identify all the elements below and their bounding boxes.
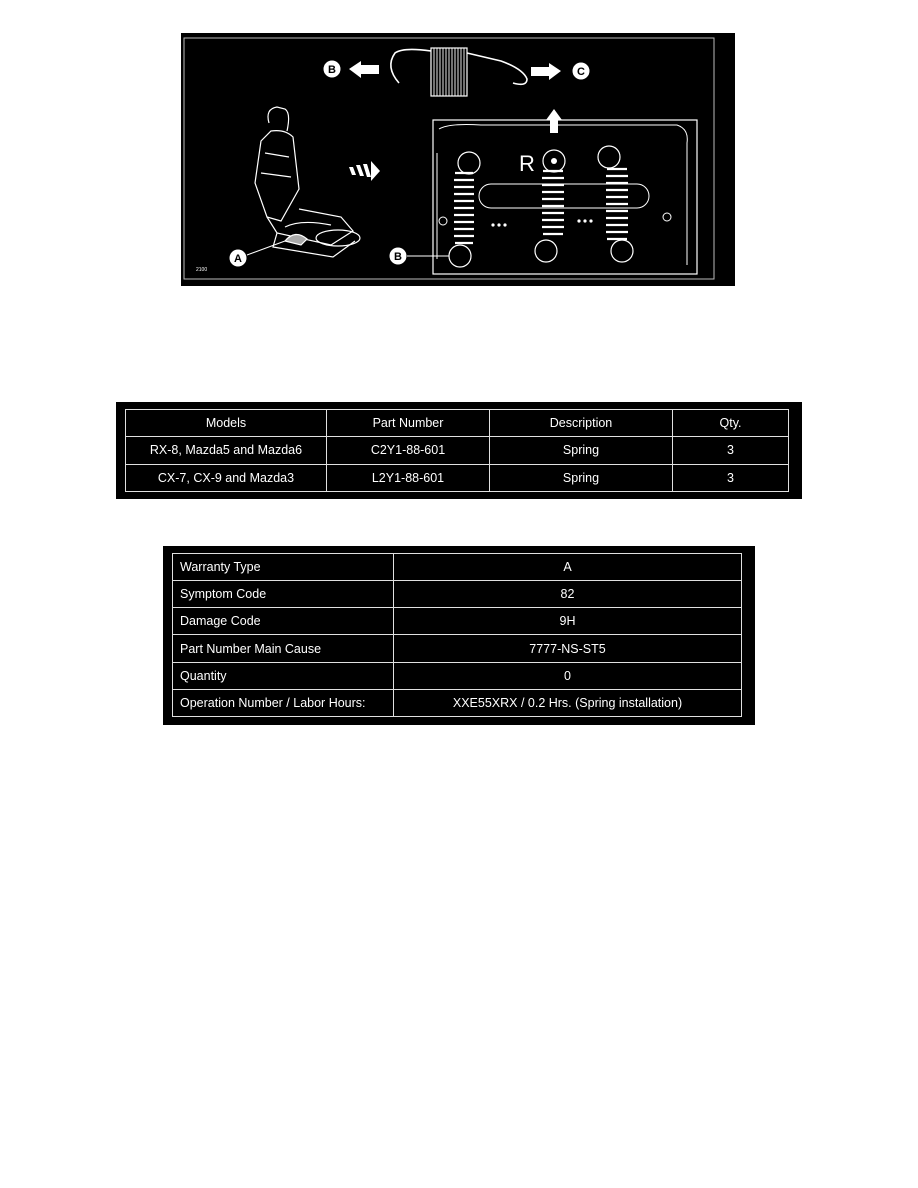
cell-part-number: L2Y1-88-601 [327, 464, 490, 491]
spring-detail [391, 48, 527, 96]
header-models: Models [126, 410, 327, 437]
figure-code: 2100 [196, 267, 208, 273]
svg-text:B: B [394, 251, 402, 263]
quantity-label: Quantity [173, 662, 394, 689]
damage-code-value: 9H [394, 608, 742, 635]
quantity-value: 0 [394, 662, 742, 689]
table-row [173, 662, 742, 689]
part-number-main-cause-value: 7777-NS-ST5 [394, 635, 742, 662]
table-row [126, 464, 789, 491]
illustration-svg [181, 33, 735, 286]
operation-number-value: XXE55XRX / 0.2 Hrs. (Spring installation) [394, 689, 742, 716]
warranty-table [163, 546, 755, 725]
arrow-right-icon [531, 63, 561, 80]
symptom-code-label: Symptom Code [173, 581, 394, 608]
header-qty: Qty. [673, 410, 789, 437]
panel-letter: R [519, 151, 535, 176]
cell-models: CX-7, CX-9 and Mazda3 [126, 464, 327, 491]
header-part-number: Part Number [327, 410, 490, 437]
operation-number-label: Operation Number / Labor Hours: [173, 689, 394, 716]
arrow-up-icon [546, 109, 562, 133]
svg-text:C: C [577, 66, 585, 78]
svg-text:B: B [328, 64, 336, 76]
part-number-main-cause-label: Part Number Main Cause [173, 635, 394, 662]
parts-table [116, 402, 802, 499]
table-row [173, 581, 742, 608]
cell-models: RX-8, Mazda5 and Mazda6 [126, 437, 327, 464]
symptom-code-value: 82 [394, 581, 742, 608]
header-description: Description [490, 410, 673, 437]
cell-qty: 3 [673, 464, 789, 491]
warranty-type-label: Warranty Type [173, 554, 394, 581]
direction-arrow-icon [349, 161, 380, 181]
table-row [173, 635, 742, 662]
arrow-left-icon [349, 61, 379, 78]
seat-drawing [255, 107, 360, 257]
cell-part-number: C2Y1-88-601 [327, 437, 490, 464]
table-row [126, 437, 789, 464]
seat-panel-detail [433, 120, 697, 274]
cell-qty: 3 [673, 437, 789, 464]
table-row [173, 689, 742, 716]
table-row [173, 608, 742, 635]
spring-installation-illustration [181, 33, 735, 286]
cell-description: Spring [490, 437, 673, 464]
cell-description: Spring [490, 464, 673, 491]
svg-text:A: A [234, 253, 242, 265]
parts-header-row [126, 410, 789, 437]
table-row [173, 554, 742, 581]
damage-code-label: Damage Code [173, 608, 394, 635]
warranty-type-value: A [394, 554, 742, 581]
